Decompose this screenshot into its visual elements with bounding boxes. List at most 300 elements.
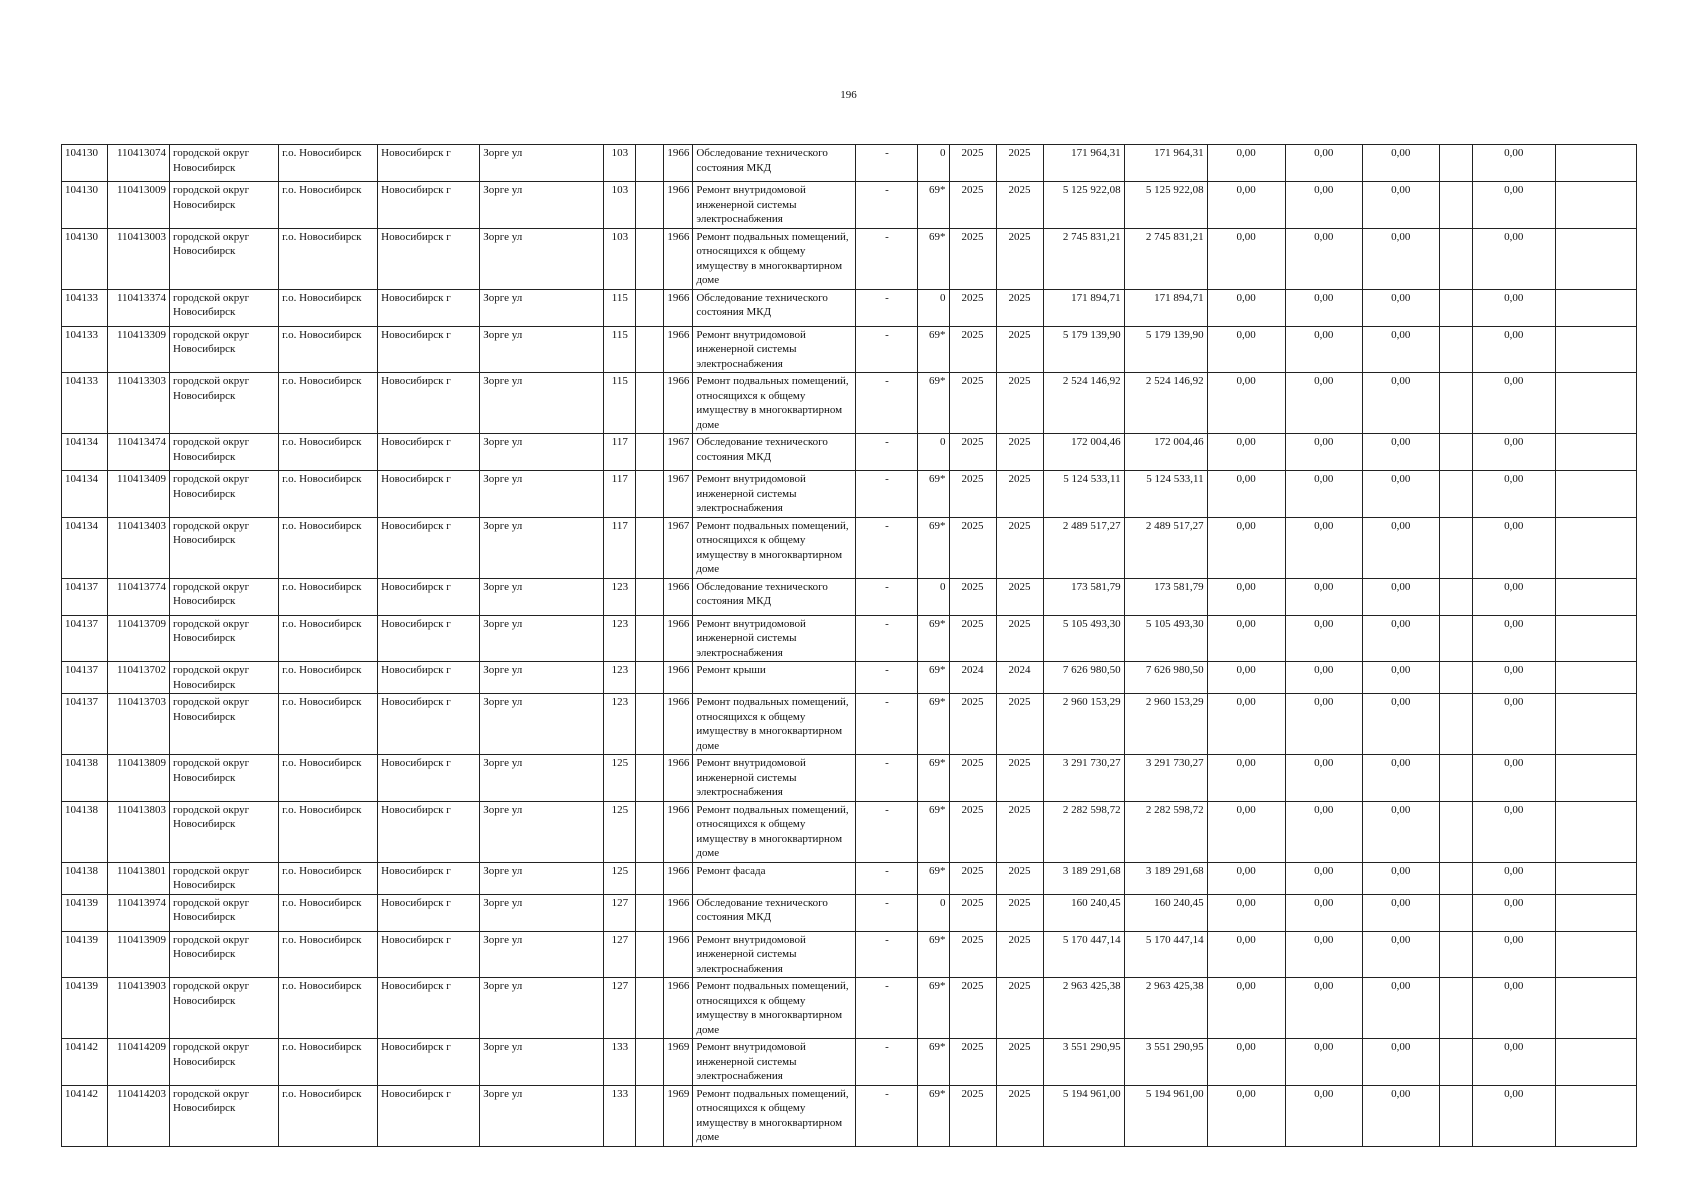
cell-work-type: Ремонт подвальных помещений, относящихся к общему имуществу в многоквартирном доме	[693, 694, 856, 755]
cell-locality: Новосибирск г	[378, 1039, 480, 1086]
cell-row-code: 104137	[62, 694, 108, 755]
cell-col-norm: 69*	[918, 694, 949, 755]
cell-col-norm: 69*	[918, 662, 949, 694]
cell-locality: Новосибирск г	[378, 578, 480, 615]
cell-municipality: городской округ Новосибирск	[170, 662, 279, 694]
cell-building	[636, 434, 664, 471]
cell-street: Зорге ул	[480, 373, 604, 434]
cell-build-year: 1966	[664, 373, 693, 434]
cell-col-extra	[1555, 694, 1636, 755]
cell-cost-owners: 0,00	[1472, 755, 1555, 802]
table-row	[62, 471, 1637, 518]
cell-work-id: 110414203	[108, 1085, 170, 1146]
cell-cost-local: 0,00	[1362, 615, 1439, 662]
cell-col-blank	[1439, 894, 1472, 931]
table-row	[62, 694, 1637, 755]
cell-plan-year-start: 2025	[949, 931, 996, 978]
cell-work-type: Ремонт внутридомовой инженерной системы электроснабжения	[693, 182, 856, 229]
cell-cost-regional: 0,00	[1285, 694, 1362, 755]
cell-municipality: городской округ Новосибирск	[170, 694, 279, 755]
cell-street: Зорге ул	[480, 326, 604, 373]
cell-building	[636, 326, 664, 373]
cell-plan-year-end: 2025	[996, 1085, 1043, 1146]
cell-build-year: 1966	[664, 755, 693, 802]
cell-municipality: городской округ Новосибирск	[170, 755, 279, 802]
cell-plan-year-start: 2025	[949, 517, 996, 578]
cell-locality: Новосибирск г	[378, 694, 480, 755]
cell-col-norm: 0	[918, 289, 949, 326]
cell-cost-capital-fund: 2 489 517,27	[1124, 517, 1207, 578]
cell-work-type: Обследование технического состояния МКД	[693, 434, 856, 471]
cell-row-code: 104130	[62, 228, 108, 289]
cell-build-year: 1966	[664, 326, 693, 373]
cell-cost-local: 0,00	[1362, 228, 1439, 289]
cell-cost-local: 0,00	[1362, 755, 1439, 802]
cell-cost-owners: 0,00	[1472, 517, 1555, 578]
cell-work-id: 110413974	[108, 894, 170, 931]
cell-building	[636, 931, 664, 978]
table-row	[62, 289, 1637, 326]
cell-cost-federal: 0,00	[1207, 182, 1285, 229]
cell-plan-year-start: 2025	[949, 894, 996, 931]
cell-work-type: Ремонт внутридомовой инженерной системы электроснабжения	[693, 1039, 856, 1086]
cell-col-dash: -	[856, 978, 918, 1039]
cell-cost-regional: 0,00	[1285, 471, 1362, 518]
cell-street: Зорге ул	[480, 471, 604, 518]
cell-build-year: 1966	[664, 694, 693, 755]
cell-locality-short: г.о. Новосибирск	[279, 931, 378, 978]
cell-row-code: 104142	[62, 1085, 108, 1146]
cell-col-blank	[1439, 755, 1472, 802]
cell-municipality: городской округ Новосибирск	[170, 578, 279, 615]
cell-cost-owners: 0,00	[1472, 894, 1555, 931]
cell-cost-owners: 0,00	[1472, 228, 1555, 289]
cell-row-code: 104130	[62, 145, 108, 182]
cell-locality-short: г.о. Новосибирск	[279, 182, 378, 229]
cell-cost-local: 0,00	[1362, 1039, 1439, 1086]
cell-cost-regional: 0,00	[1285, 326, 1362, 373]
cell-row-code: 104134	[62, 471, 108, 518]
cell-house-number: 125	[604, 801, 636, 862]
cell-col-blank	[1439, 1085, 1472, 1146]
cell-row-code: 104142	[62, 1039, 108, 1086]
cell-cost-capital-fund: 5 179 139,90	[1124, 326, 1207, 373]
cell-plan-year-end: 2025	[996, 182, 1043, 229]
cell-col-dash: -	[856, 862, 918, 894]
cell-plan-year-start: 2025	[949, 801, 996, 862]
cell-cost-local: 0,00	[1362, 289, 1439, 326]
cell-cost-owners: 0,00	[1472, 289, 1555, 326]
cell-street: Зорге ул	[480, 978, 604, 1039]
cell-cost-local: 0,00	[1362, 145, 1439, 182]
cell-cost-owners: 0,00	[1472, 801, 1555, 862]
cell-plan-year-start: 2025	[949, 862, 996, 894]
cell-municipality: городской округ Новосибирск	[170, 978, 279, 1039]
cell-col-blank	[1439, 862, 1472, 894]
cell-cost-local: 0,00	[1362, 434, 1439, 471]
cell-street: Зорге ул	[480, 694, 604, 755]
cell-municipality: городской округ Новосибирск	[170, 228, 279, 289]
cell-house-number: 115	[604, 373, 636, 434]
cell-cost-owners: 0,00	[1472, 978, 1555, 1039]
cell-locality-short: г.о. Новосибирск	[279, 326, 378, 373]
cell-building	[636, 894, 664, 931]
cell-work-id: 110413303	[108, 373, 170, 434]
cell-plan-year-start: 2025	[949, 373, 996, 434]
cell-plan-year-start: 2025	[949, 1039, 996, 1086]
cell-total-cost: 2 963 425,38	[1043, 978, 1124, 1039]
cell-municipality: городской округ Новосибирск	[170, 1085, 279, 1146]
table-row	[62, 1085, 1637, 1146]
cell-col-extra	[1555, 894, 1636, 931]
cell-total-cost: 160 240,45	[1043, 894, 1124, 931]
cell-plan-year-start: 2025	[949, 289, 996, 326]
cell-total-cost: 2 489 517,27	[1043, 517, 1124, 578]
cell-col-norm: 69*	[918, 471, 949, 518]
cell-plan-year-end: 2025	[996, 373, 1043, 434]
cell-col-extra	[1555, 1085, 1636, 1146]
cell-col-blank	[1439, 182, 1472, 229]
cell-total-cost: 3 291 730,27	[1043, 755, 1124, 802]
cell-col-dash: -	[856, 578, 918, 615]
cell-col-blank	[1439, 931, 1472, 978]
cell-build-year: 1966	[664, 145, 693, 182]
cell-total-cost: 3 551 290,95	[1043, 1039, 1124, 1086]
cell-locality: Новосибирск г	[378, 289, 480, 326]
cell-cost-federal: 0,00	[1207, 755, 1285, 802]
cell-row-code: 104139	[62, 894, 108, 931]
cell-plan-year-start: 2025	[949, 978, 996, 1039]
cell-col-norm: 69*	[918, 228, 949, 289]
cell-plan-year-start: 2025	[949, 182, 996, 229]
cell-cost-capital-fund: 160 240,45	[1124, 894, 1207, 931]
cell-house-number: 125	[604, 862, 636, 894]
cell-locality-short: г.о. Новосибирск	[279, 801, 378, 862]
cell-street: Зорге ул	[480, 894, 604, 931]
cell-street: Зорге ул	[480, 662, 604, 694]
cell-col-blank	[1439, 373, 1472, 434]
cell-work-type: Ремонт подвальных помещений, относящихся к общему имуществу в многоквартирном доме	[693, 801, 856, 862]
cell-plan-year-start: 2025	[949, 578, 996, 615]
cell-street: Зорге ул	[480, 578, 604, 615]
cell-total-cost: 2 524 146,92	[1043, 373, 1124, 434]
cell-cost-owners: 0,00	[1472, 694, 1555, 755]
cell-col-extra	[1555, 182, 1636, 229]
cell-cost-regional: 0,00	[1285, 931, 1362, 978]
cell-cost-regional: 0,00	[1285, 755, 1362, 802]
cell-locality-short: г.о. Новосибирск	[279, 1085, 378, 1146]
cell-locality-short: г.о. Новосибирск	[279, 1039, 378, 1086]
cell-plan-year-start: 2025	[949, 1085, 996, 1146]
cell-street: Зорге ул	[480, 755, 604, 802]
cell-cost-owners: 0,00	[1472, 145, 1555, 182]
cell-building	[636, 228, 664, 289]
cell-col-norm: 0	[918, 578, 949, 615]
cell-locality-short: г.о. Новосибирск	[279, 289, 378, 326]
cell-plan-year-end: 2025	[996, 471, 1043, 518]
cell-build-year: 1966	[664, 801, 693, 862]
cell-house-number: 123	[604, 662, 636, 694]
cell-building	[636, 471, 664, 518]
cell-build-year: 1966	[664, 578, 693, 615]
cell-total-cost: 2 960 153,29	[1043, 694, 1124, 755]
cell-cost-owners: 0,00	[1472, 326, 1555, 373]
cell-row-code: 104137	[62, 662, 108, 694]
cell-row-code: 104139	[62, 931, 108, 978]
cell-municipality: городской округ Новосибирск	[170, 326, 279, 373]
cell-plan-year-start: 2024	[949, 662, 996, 694]
cell-locality-short: г.о. Новосибирск	[279, 517, 378, 578]
cell-plan-year-end: 2025	[996, 289, 1043, 326]
cell-col-extra	[1555, 289, 1636, 326]
cell-work-id: 110413702	[108, 662, 170, 694]
cell-cost-regional: 0,00	[1285, 1085, 1362, 1146]
cell-work-type: Ремонт подвальных помещений, относящихся к общему имуществу в многоквартирном доме	[693, 228, 856, 289]
cell-cost-capital-fund: 7 626 980,50	[1124, 662, 1207, 694]
cell-cost-capital-fund: 3 291 730,27	[1124, 755, 1207, 802]
cell-cost-owners: 0,00	[1472, 862, 1555, 894]
cell-cost-capital-fund: 5 124 533,11	[1124, 471, 1207, 518]
cell-cost-local: 0,00	[1362, 694, 1439, 755]
cell-street: Зорге ул	[480, 289, 604, 326]
table-row	[62, 517, 1637, 578]
cell-work-id: 110413309	[108, 326, 170, 373]
cell-col-dash: -	[856, 694, 918, 755]
cell-locality: Новосибирск г	[378, 373, 480, 434]
cell-house-number: 127	[604, 894, 636, 931]
cell-cost-local: 0,00	[1362, 578, 1439, 615]
cell-house-number: 123	[604, 694, 636, 755]
cell-locality-short: г.о. Новосибирск	[279, 755, 378, 802]
cell-cost-owners: 0,00	[1472, 578, 1555, 615]
cell-cost-local: 0,00	[1362, 471, 1439, 518]
cell-cost-capital-fund: 173 581,79	[1124, 578, 1207, 615]
cell-col-blank	[1439, 145, 1472, 182]
cell-house-number: 133	[604, 1085, 636, 1146]
cell-building	[636, 1085, 664, 1146]
cell-cost-owners: 0,00	[1472, 931, 1555, 978]
cell-cost-local: 0,00	[1362, 326, 1439, 373]
cell-col-extra	[1555, 978, 1636, 1039]
cell-col-norm: 69*	[918, 326, 949, 373]
table-body	[62, 145, 1637, 1147]
cell-cost-local: 0,00	[1362, 862, 1439, 894]
cell-work-id: 110413409	[108, 471, 170, 518]
cell-col-dash: -	[856, 894, 918, 931]
cell-col-extra	[1555, 862, 1636, 894]
cell-work-id: 110413803	[108, 801, 170, 862]
cell-col-norm: 0	[918, 145, 949, 182]
cell-work-id: 110413703	[108, 694, 170, 755]
cell-cost-federal: 0,00	[1207, 615, 1285, 662]
cell-house-number: 103	[604, 228, 636, 289]
cell-cost-owners: 0,00	[1472, 182, 1555, 229]
cell-municipality: городской округ Новосибирск	[170, 862, 279, 894]
cell-work-type: Ремонт подвальных помещений, относящихся к общему имуществу в многоквартирном доме	[693, 978, 856, 1039]
cell-cost-regional: 0,00	[1285, 289, 1362, 326]
cell-work-id: 110413403	[108, 517, 170, 578]
cell-cost-regional: 0,00	[1285, 228, 1362, 289]
table-row	[62, 578, 1637, 615]
cell-locality: Новосибирск г	[378, 517, 480, 578]
cell-cost-local: 0,00	[1362, 801, 1439, 862]
cell-plan-year-start: 2025	[949, 434, 996, 471]
cell-build-year: 1967	[664, 434, 693, 471]
cell-building	[636, 289, 664, 326]
cell-cost-owners: 0,00	[1472, 373, 1555, 434]
cell-work-id: 110414209	[108, 1039, 170, 1086]
cell-cost-capital-fund: 171 964,31	[1124, 145, 1207, 182]
table-row	[62, 662, 1637, 694]
cell-col-blank	[1439, 326, 1472, 373]
cell-col-extra	[1555, 578, 1636, 615]
cell-locality: Новосибирск г	[378, 931, 480, 978]
cell-col-norm: 69*	[918, 182, 949, 229]
cell-build-year: 1966	[664, 662, 693, 694]
page-number: 196	[840, 89, 857, 101]
cell-cost-capital-fund: 5 170 447,14	[1124, 931, 1207, 978]
cell-row-code: 104138	[62, 801, 108, 862]
cell-total-cost: 5 105 493,30	[1043, 615, 1124, 662]
cell-total-cost: 5 125 922,08	[1043, 182, 1124, 229]
cell-building	[636, 801, 664, 862]
table-row	[62, 145, 1637, 182]
cell-cost-local: 0,00	[1362, 931, 1439, 978]
cell-col-dash: -	[856, 615, 918, 662]
cell-plan-year-end: 2025	[996, 434, 1043, 471]
cell-cost-regional: 0,00	[1285, 578, 1362, 615]
cell-cost-federal: 0,00	[1207, 471, 1285, 518]
cell-build-year: 1967	[664, 517, 693, 578]
cell-plan-year-start: 2025	[949, 615, 996, 662]
cell-locality-short: г.о. Новосибирск	[279, 694, 378, 755]
cell-locality: Новосибирск г	[378, 862, 480, 894]
cell-municipality: городской округ Новосибирск	[170, 931, 279, 978]
cell-cost-owners: 0,00	[1472, 1085, 1555, 1146]
cell-cost-local: 0,00	[1362, 182, 1439, 229]
cell-cost-regional: 0,00	[1285, 182, 1362, 229]
cell-locality: Новосибирск г	[378, 145, 480, 182]
cell-work-type: Ремонт подвальных помещений, относящихся к общему имуществу в многоквартирном доме	[693, 1085, 856, 1146]
cell-col-extra	[1555, 615, 1636, 662]
cell-total-cost: 171 964,31	[1043, 145, 1124, 182]
cell-street: Зорге ул	[480, 931, 604, 978]
cell-locality: Новосибирск г	[378, 894, 480, 931]
cell-plan-year-end: 2025	[996, 326, 1043, 373]
cell-municipality: городской округ Новосибирск	[170, 1039, 279, 1086]
cell-municipality: городской округ Новосибирск	[170, 801, 279, 862]
cell-work-type: Ремонт внутридомовой инженерной системы электроснабжения	[693, 326, 856, 373]
cell-street: Зорге ул	[480, 182, 604, 229]
cell-cost-capital-fund: 3 189 291,68	[1124, 862, 1207, 894]
cell-municipality: городской округ Новосибирск	[170, 373, 279, 434]
cell-col-dash: -	[856, 471, 918, 518]
cell-cost-capital-fund: 2 524 146,92	[1124, 373, 1207, 434]
cell-build-year: 1967	[664, 471, 693, 518]
cell-col-dash: -	[856, 801, 918, 862]
cell-locality-short: г.о. Новосибирск	[279, 578, 378, 615]
cell-municipality: городской округ Новосибирск	[170, 471, 279, 518]
cell-plan-year-end: 2025	[996, 862, 1043, 894]
cell-municipality: городской округ Новосибирск	[170, 289, 279, 326]
cell-cost-federal: 0,00	[1207, 801, 1285, 862]
cell-cost-regional: 0,00	[1285, 801, 1362, 862]
cell-cost-capital-fund: 5 125 922,08	[1124, 182, 1207, 229]
cell-house-number: 127	[604, 931, 636, 978]
cell-plan-year-end: 2025	[996, 145, 1043, 182]
cell-cost-capital-fund: 2 282 598,72	[1124, 801, 1207, 862]
table-row	[62, 931, 1637, 978]
cell-work-type: Обследование технического состояния МКД	[693, 145, 856, 182]
cell-cost-capital-fund: 3 551 290,95	[1124, 1039, 1207, 1086]
cell-col-blank	[1439, 434, 1472, 471]
cell-locality: Новосибирск г	[378, 182, 480, 229]
cell-row-code: 104133	[62, 373, 108, 434]
cell-build-year: 1966	[664, 182, 693, 229]
cell-cost-federal: 0,00	[1207, 373, 1285, 434]
cell-cost-capital-fund: 2 960 153,29	[1124, 694, 1207, 755]
cell-col-norm: 69*	[918, 862, 949, 894]
cell-cost-regional: 0,00	[1285, 145, 1362, 182]
cell-locality: Новосибирск г	[378, 615, 480, 662]
cell-row-code: 104138	[62, 755, 108, 802]
cell-work-id: 110413801	[108, 862, 170, 894]
cell-col-norm: 0	[918, 434, 949, 471]
cell-work-type: Ремонт подвальных помещений, относящихся к общему имуществу в многоквартирном доме	[693, 373, 856, 434]
cell-col-norm: 69*	[918, 755, 949, 802]
cell-street: Зорге ул	[480, 228, 604, 289]
cell-locality-short: г.о. Новосибирск	[279, 145, 378, 182]
cell-work-id: 110413774	[108, 578, 170, 615]
cell-col-dash: -	[856, 1085, 918, 1146]
cell-cost-local: 0,00	[1362, 1085, 1439, 1146]
cell-plan-year-start: 2025	[949, 694, 996, 755]
cell-locality: Новосибирск г	[378, 434, 480, 471]
cell-row-code: 104139	[62, 978, 108, 1039]
cell-col-extra	[1555, 931, 1636, 978]
cell-cost-federal: 0,00	[1207, 517, 1285, 578]
cell-work-type: Ремонт фасада	[693, 862, 856, 894]
cell-locality: Новосибирск г	[378, 755, 480, 802]
cell-street: Зорге ул	[480, 615, 604, 662]
cell-locality: Новосибирск г	[378, 1085, 480, 1146]
cell-locality-short: г.о. Новосибирск	[279, 373, 378, 434]
cell-plan-year-start: 2025	[949, 471, 996, 518]
cell-street: Зорге ул	[480, 517, 604, 578]
cell-street: Зорге ул	[480, 1085, 604, 1146]
cell-locality-short: г.о. Новосибирск	[279, 615, 378, 662]
cell-row-code: 104137	[62, 578, 108, 615]
cell-building	[636, 182, 664, 229]
table-row	[62, 326, 1637, 373]
cell-total-cost: 5 179 139,90	[1043, 326, 1124, 373]
cell-col-norm: 69*	[918, 978, 949, 1039]
cell-work-type: Обследование технического состояния МКД	[693, 289, 856, 326]
table-row	[62, 373, 1637, 434]
cell-col-blank	[1439, 1039, 1472, 1086]
cell-cost-capital-fund: 2 745 831,21	[1124, 228, 1207, 289]
table-row	[62, 615, 1637, 662]
cell-work-id: 110413009	[108, 182, 170, 229]
cell-plan-year-end: 2025	[996, 801, 1043, 862]
table-row	[62, 228, 1637, 289]
cell-building	[636, 615, 664, 662]
cell-cost-federal: 0,00	[1207, 662, 1285, 694]
cell-cost-federal: 0,00	[1207, 862, 1285, 894]
cell-col-blank	[1439, 578, 1472, 615]
cell-municipality: городской округ Новосибирск	[170, 145, 279, 182]
cell-plan-year-end: 2025	[996, 694, 1043, 755]
